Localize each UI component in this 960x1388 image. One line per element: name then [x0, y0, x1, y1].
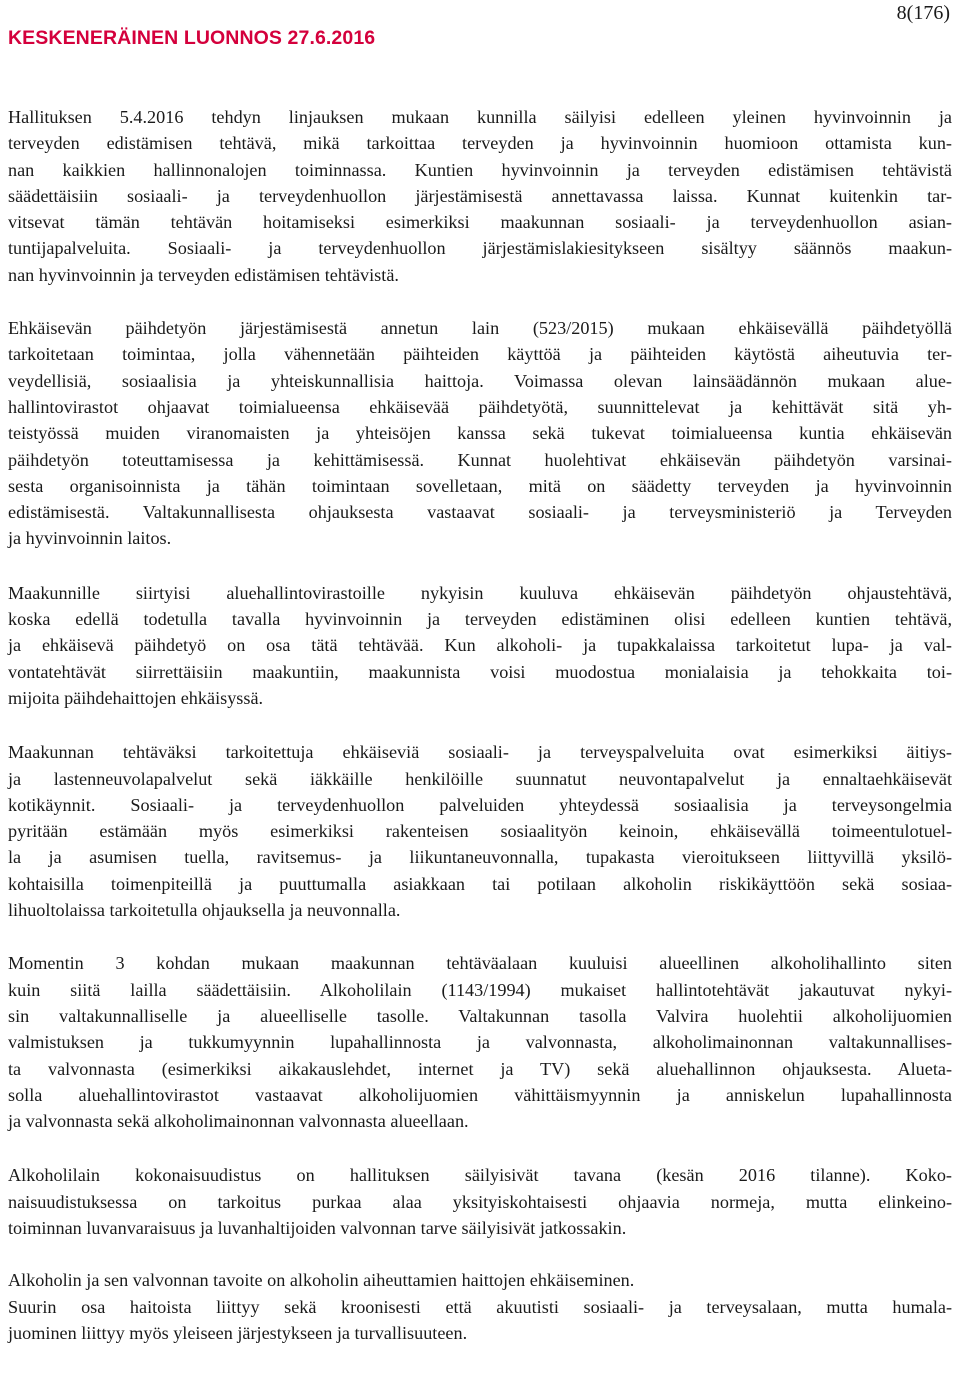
text-line: koska edellä todetulla tavalla hyvinvoinnin ja terveyden edistäminen olisi edelleen kuntien tehtävä,: [8, 609, 952, 630]
text-line: nan kaikkien hallinnonalojen toiminnassa. Kuntien hyvinvoinnin ja terveyden edistämisen tehtävistä: [8, 159, 952, 180]
text-line: Alkoholin ja sen valvonnan tavoite on alkoholin aiheuttamien haittojen ehkäiseminen.: [8, 1270, 635, 1291]
text-line: kohtaisilla toimenpiteillä ja puuttumalla asiakkaan tai potilaan alkoholin riskikäyttöön sekä sosiaa-: [8, 873, 952, 894]
text-line: sesta organisoinnista ja tähän toimintaan sovelletaan, mitä on säädetty terveyden ja hyvinvoinnin: [8, 475, 952, 496]
paragraph-6: [8, 1162, 952, 1241]
text-line: lihuoltolaissa tarkoitetulla ohjauksella ja neuvonnalla.: [8, 900, 401, 921]
text-line: nan hyvinvoinnin ja terveyden edistämisen tehtävistä.: [8, 264, 399, 285]
text-line: ja hyvinvoinnin laitos.: [8, 528, 172, 549]
text-line: edistämisestä. Valtakunnallisesta ohjauksesta vastaavat sosiaali- ja terveysministeriö ja Terveyden: [8, 502, 952, 523]
text-line: Maakunnille siirtyisi aluehallintovirastoille nykyisin kuuluva ehkäisevän päihdetyön ohjaustehtävä,: [8, 582, 952, 603]
text-line: ja valvonnasta sekä alkoholimainonnan valvonnasta alueellaan.: [8, 1111, 469, 1132]
text-line: vontatehtävät siirrettäisiin maakuntiin, maakunnista voisi muodostua monialaisia ja tehokkaita toi-: [8, 661, 952, 682]
text-line: pyritään estämään myös esimerkiksi rakenteisen sosiaalityön keinoin, ehkäisevällä toimeentulotuel-: [8, 821, 952, 842]
paragraph-2: [8, 315, 952, 552]
text-line: juominen liittyy myös yleiseen järjestykseen ja turvallisuuteen.: [8, 1322, 468, 1343]
text-line: Suurin osa haitoista liittyy sekä kroonisesti että akuutisti sosiaali- ja terveysalaan, mutta humala-: [8, 1296, 952, 1317]
text-line: säädettäisiin sosiaali- ja terveydenhuollon järjestämisestä annettavassa laissa. Kunnat kuitenkin tar-: [8, 185, 952, 206]
page-number: 8(176): [896, 2, 950, 24]
paragraph-3: [8, 580, 952, 711]
text-line: Momentin 3 kohdan mukaan maakunnan tehtäväalaan kuuluisi alueellinen alkoholihallinto siten: [8, 953, 952, 974]
text-line: naisuudistuksessa on tarkoitus purkaa alaa yksityiskohtaisesti ohjaavia normeja, mutta elinkeino-: [8, 1191, 952, 1212]
text-line: ja ehkäisevä päihdetyö on osa tätä tehtävää. Kun alkoholi- ja tupakkalaissa tarkoitetut lupa- ja val-: [8, 635, 952, 656]
text-line: veydellisiä, sosiaalisia ja yhteiskunnallisia haittoja. Voimassa olevan lainsäädännön mukaan alue-: [8, 370, 952, 391]
text-line: solla aluehallintovirastot vastaavat alkoholijuomien vähittäismyynnin ja anniskelun lupahallinnosta: [8, 1084, 952, 1105]
paragraph-7: [8, 1267, 952, 1346]
paragraph-4: [8, 739, 952, 923]
text-line: toiminnan luvanvaraisuus ja luvanhaltijoiden valvonnan tarve säilyisivät jatkossakin.: [8, 1217, 627, 1238]
text-line: Alkoholilain kokonaisuudistus on hallituksen säilyisivät tavana (kesän 2016 tilanne). Koko-: [8, 1165, 952, 1186]
text-line: la ja asumisen tuella, ravitsemus- ja liikuntaneuvonnalla, tupakasta vieroitukseen liittyvillä yksilö-: [8, 847, 952, 868]
paragraph-5: [8, 950, 952, 1134]
text-line: hallintovirastot ohjaavat toimialueensa ehkäisevää päihdetyötä, suunnittelevat ja kehittävät sitä yh-: [8, 396, 952, 417]
text-line: Hallituksen 5.4.2016 tehdyn linjauksen mukaan kunnilla säilyisi edelleen yleinen hyvinvoinnin ja: [8, 107, 952, 127]
paragraph-1: [8, 104, 952, 288]
text-line: valmistuksen ja tukkumyynnin lupahallinnosta ja valvonnasta, alkoholimainonnan valtakunnallises-: [8, 1032, 952, 1053]
text-line: ja lastenneuvolapalvelut sekä iäkkäille henkilöille suunnatut neuvontapalvelut ja ennaltaehkäisevät: [8, 768, 952, 789]
text-line: Ehkäisevän päihdetyön järjestämisestä annetun lain (523/2015) mukaan ehkäisevällä päihdetyöllä: [8, 318, 952, 339]
text-line: kotikäynnit. Sosiaali- ja terveydenhuollon palveluiden yhteydessä sosiaalisia ja terveysongelmia: [8, 794, 952, 815]
draft-label: KESKENERÄINEN LUONNOS 27.6.2016: [8, 27, 376, 49]
text-line: mijoita päihdehaittojen ehkäisyssä.: [8, 687, 264, 708]
text-line: tuntijapalveluita. Sosiaali- ja terveydenhuollon järjestämislakiesitykseen sisältyy säännös maakun-: [8, 238, 952, 259]
text-line: Maakunnan tehtäväksi tarkoitettuja ehkäiseviä sosiaali- ja terveyspalveluita ovat esimerkiksi äitiys-: [8, 742, 952, 763]
page-header: [8, 0, 952, 60]
text-line: päihdetyön toteuttamisessa ja kehittämisessä. Kunnat huolehtivat ehkäisevän päihdetyön varsinai-: [8, 449, 952, 470]
text-line: tarkoitetaan toimintaa, jolla vähennetään päihteiden käyttöä ja päihteiden käytöstä aiheutuvia ter-: [8, 344, 952, 365]
document-body: [8, 104, 952, 1373]
text-line: terveyden edistämisen tehtävä, mikä tarkoittaa terveyden ja hyvinvoinnin huomioon ottamista kun-: [8, 133, 952, 154]
text-line: ta valvonnasta (esimerkiksi aikakauslehdet, internet ja TV) sekä aluehallinnon ohjauksesta. Alueta-: [8, 1058, 952, 1079]
text-line: teistyössä muiden viranomaisten ja yhteisöjen kanssa sekä tukevat toimialueensa kuntia ehkäisevän: [8, 423, 952, 444]
text-line: vitsevat tämän tehtävän hoitamiseksi esimerkiksi maakunnan sosiaali- ja terveydenhuollon asian-: [8, 212, 952, 233]
text-line: kuin siitä lailla säädettäisiin. Alkoholilain (1143/1994) mukaiset hallintotehtävät jakautuvat nykyi-: [8, 979, 952, 1000]
text-line: sin valtakunnalliselle ja alueelliselle tasolle. Valtakunnan tasolla Valvira huolehtii alkoholijuomien: [8, 1005, 952, 1026]
